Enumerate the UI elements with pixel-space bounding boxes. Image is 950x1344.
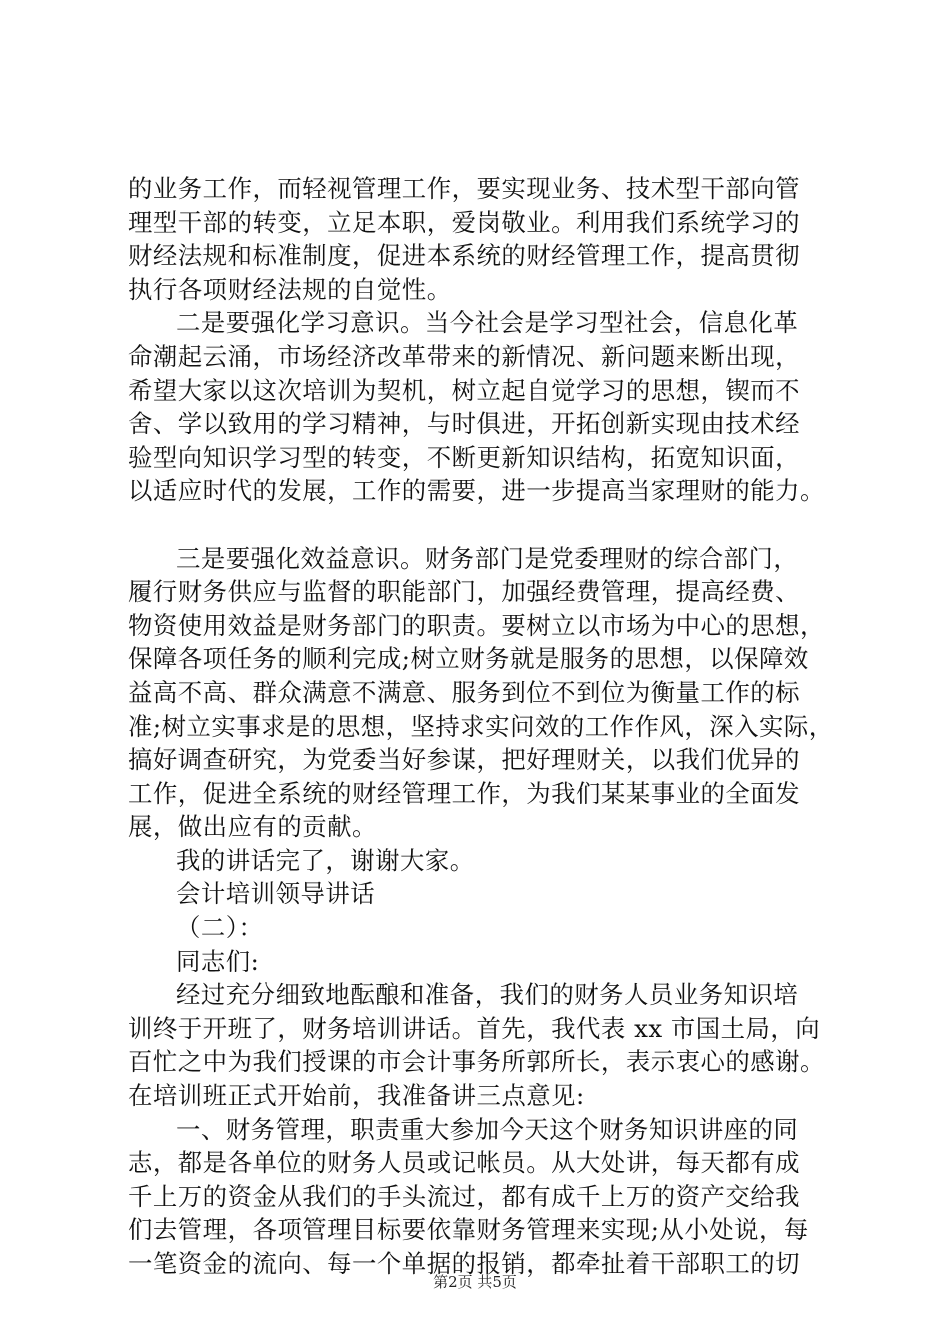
- text-line: 志，都是各单位的财务人员或记帐员。从大处讲，每天都有成: [128, 1148, 801, 1178]
- text-line: 以适应时代的发展，工作的需要，进一步提高当家理财的能力。: [128, 476, 825, 506]
- text-line: 物资使用效益是财务部门的职责。要树立以市场为中心的思想，: [128, 610, 825, 640]
- text-line: 千上万的资金从我们的手头流过，都有成千上万的资产交给我: [128, 1181, 801, 1211]
- text-line: 训终于开班了，财务培训讲话。首先，我代表 xx 市国土局，向: [128, 1013, 821, 1043]
- text-line: 理型干部的转变，立足本职，爱岗敬业。利用我们系统学习的: [128, 207, 801, 237]
- document-body: [128, 172, 834, 1281]
- section-title: 会计培训领导讲话: [176, 879, 376, 909]
- paragraph-start-line: 二是要强化学习意识。当今社会是学习型社会，信息化革: [176, 308, 799, 338]
- text-line: 保障各项任务的顺利完成;树立财务就是服务的思想，以保障效: [128, 644, 809, 674]
- text-line: 验型向知识学习型的转变，不断更新知识结构，拓宽知识面，: [128, 442, 801, 472]
- text-line: 百忙之中为我们授课的市会计事务所郭所长，表示衷心的感谢。: [128, 1047, 825, 1077]
- text-line: 搞好调查研究，为党委当好参谋，把好理财关，以我们优异的: [128, 745, 801, 775]
- text-line: 舍、学以致用的学习精神，与时俱进，开拓创新实现由技术经: [128, 409, 801, 439]
- text-line: 命潮起云涌，市场经济改革带来的新情况、新问题来断出现，: [128, 341, 801, 371]
- text-line: 们去管理，各项管理目标要依靠财务管理来实现;从小处说，每: [128, 1215, 809, 1245]
- paragraph-start-line: 三是要强化效益意识。财务部门是党委理财的综合部门，: [176, 543, 799, 573]
- paragraph-gap: [128, 508, 828, 542]
- text-line: 执行各项财经法规的自觉性。: [128, 274, 452, 304]
- salutation: 同志们:: [176, 946, 260, 976]
- paragraph-start-line: 一、财务管理，职责重大参加今天这个财务知识讲座的同: [176, 1114, 799, 1144]
- text-line: 的业务工作，而轻视管理工作，要实现业务、技术型干部向管: [128, 174, 801, 203]
- text-line: 履行财务供应与监督的职能部门，加强经费管理，提高经费、: [128, 577, 801, 607]
- page-footer: 第2页 共5页: [433, 1273, 517, 1291]
- paragraph-start-line: 经过充分细致地酝酿和准备，我们的财务人员业务知识培: [176, 980, 799, 1010]
- text-line: 展，做出应有的贡献。: [128, 812, 377, 842]
- text-line: 在培训班正式开始前，我准备讲三点意见:: [128, 1081, 585, 1111]
- text-line: 工作，促进全系统的财经管理工作，为我们某某事业的全面发: [128, 778, 801, 808]
- text-line: 一笔资金的流向、每一个单据的报销，都牵扯着干部职工的切: [128, 1249, 801, 1278]
- text-line: 益高不高、群众满意不满意、服务到位不到位为衡量工作的标: [128, 677, 801, 707]
- text-line: 准;树立实事求是的思想，坚持求实问效的工作作风，深入实际，: [128, 711, 834, 741]
- text-line: 财经法规和标准制度，促进本系统的财经管理工作，提高贯彻: [128, 241, 801, 271]
- closing-line: 我的讲话完了，谢谢大家。: [176, 845, 475, 875]
- section-number: （二）：: [176, 913, 264, 943]
- text-line: 希望大家以这次培训为契机，树立起自觉学习的思想，锲而不: [128, 375, 801, 405]
